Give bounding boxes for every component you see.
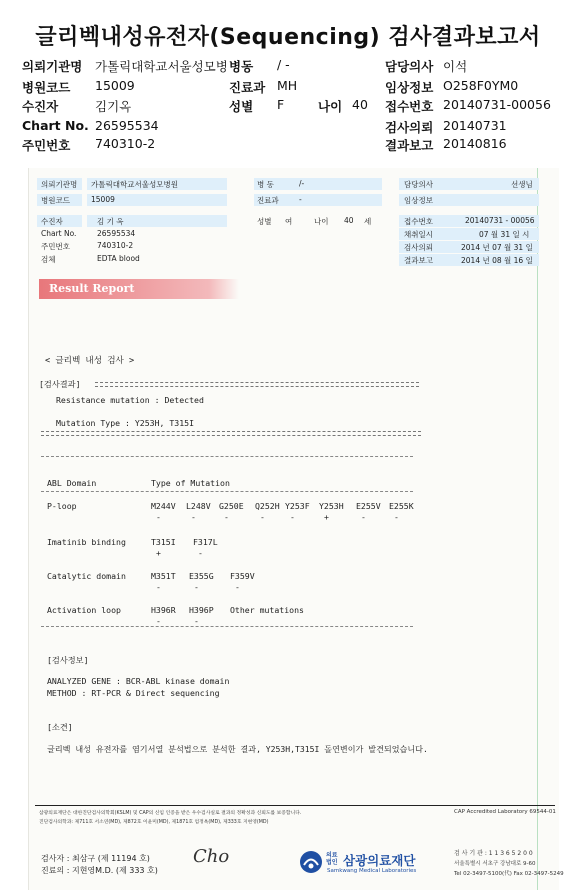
mutation-name: Other mutations: [230, 605, 304, 615]
resistance-line: Resistance mutation : Detected: [56, 395, 204, 405]
r-doctor-value: 선생님: [511, 180, 533, 189]
chart-no-label: Chart No.: [22, 118, 89, 133]
mutation-name: M351T: [151, 571, 176, 581]
hospital-code-label: 병원코드: [22, 80, 71, 95]
reviewer: 진료의 : 지현영M.D. (제 333 호): [41, 866, 158, 875]
divider: [41, 491, 413, 492]
logo-small-text: 의료 법인: [326, 852, 338, 866]
patient-value: 김기옥: [95, 99, 132, 114]
r-sex-label: 성별: [257, 217, 272, 226]
r-dept-value: -: [299, 195, 302, 204]
footer-doctors: 진단검사의학과: 제711호 서소연(MD), 제872호 이윤미(MD), 제1871호 엄정옥(MD), 제333호 지현영(MD): [39, 820, 269, 825]
mutation-name: M244V: [151, 501, 176, 511]
r-institution-value: 가톨릭대학교서울성모병원: [91, 180, 178, 189]
mutation-result: -: [191, 512, 196, 522]
mutation-name: E255V: [356, 501, 381, 511]
r-ward-value: /-: [299, 179, 305, 188]
r-patient-value: 김 기 옥: [97, 217, 124, 226]
mutation-result: -: [260, 512, 265, 522]
doctor-label: 담당의사: [385, 59, 434, 74]
divider: [41, 456, 413, 457]
domain-label: P-loop: [47, 501, 77, 511]
r-patient-label: 수진자: [41, 217, 63, 226]
age-value: 40: [352, 97, 368, 112]
r-receipt-no-label: 접수번호: [404, 217, 433, 226]
sex-label: 성별: [229, 99, 254, 114]
sex-value: F: [277, 97, 285, 112]
clinical-info-value: O258F0YM0: [443, 78, 519, 93]
mutation-result: +: [324, 512, 329, 522]
r-institution-label: 의뢰기관명: [41, 180, 78, 189]
mutation-result: -: [224, 512, 229, 522]
mutation-name: E255K: [389, 501, 414, 511]
r-receipt-no-value: 20140731 - 00056: [465, 216, 535, 225]
mutation-name: F317L: [193, 537, 218, 547]
mutation-name: L248V: [186, 501, 211, 511]
mutation-result: -: [394, 512, 399, 522]
mutation-result: -: [361, 512, 366, 522]
scanned-report: [28, 168, 564, 890]
info-section-label: [검사정보]: [47, 655, 89, 665]
hospital-code-value: 15009: [95, 78, 135, 93]
r-id-value: 740310-2: [97, 241, 134, 250]
r-result-label: 결과보고: [404, 256, 433, 265]
mutation-name: G250E: [219, 501, 244, 511]
domain-label: Imatinib binding: [47, 537, 126, 547]
mutation-result: -: [156, 582, 161, 592]
r-request-label: 검사의뢰: [404, 243, 433, 252]
signature: Cho: [193, 846, 230, 867]
double-rule: [41, 431, 421, 436]
report-date-value: 20140816: [443, 136, 507, 151]
ward-value: / -: [277, 57, 290, 72]
domain-label: Catalytic domain: [47, 571, 126, 581]
analyzed-gene: ANALYZED GENE : BCR-ABL kinase domain: [47, 676, 230, 686]
request-date-label: 검사의뢰: [385, 120, 434, 135]
foundation-name: 삼광의료재단: [343, 853, 416, 868]
mutation-name: H396P: [189, 605, 214, 615]
mutation-result: -: [194, 616, 199, 626]
r-clinical-info-label: 임상정보: [404, 196, 433, 205]
r-id-label: 주민번호: [41, 242, 70, 251]
footer-rule: [35, 805, 555, 806]
r-specimen-label: 검체: [41, 255, 56, 264]
divider: [41, 626, 413, 627]
result-report-title: Result Report: [49, 282, 135, 295]
r-sex-value: 여: [285, 217, 293, 226]
r-age-unit: 세: [364, 217, 372, 226]
institution-label: 의뢰기관명: [22, 59, 83, 74]
r-hospital-code-label: 병원코드: [41, 196, 70, 205]
mutation-name: F359V: [230, 571, 255, 581]
mutation-name: Y253H: [319, 501, 344, 511]
r-collect-value: 07 월 31 일 시: [479, 230, 530, 239]
ward-label: 병동: [229, 59, 254, 74]
mutation-result: -: [198, 548, 203, 558]
receipt-no-label: 접수번호: [385, 99, 434, 114]
r-doctor-label: 담당의사: [404, 180, 433, 189]
dept-label: 진료과: [229, 80, 266, 95]
mutation-result: +: [156, 548, 161, 558]
mutation-result: -: [156, 512, 161, 522]
result-section-label: [검사결과]: [39, 379, 81, 389]
mutation-name: E355G: [189, 571, 214, 581]
patient-label: 수진자: [22, 99, 59, 114]
report-date-label: 결과보고: [385, 138, 434, 153]
chart-no-value: 26595534: [95, 118, 159, 133]
col-type-header: Type of Mutation: [151, 478, 230, 488]
document-title: 글리벡내성유전자(Sequencing) 검사결과보고서: [35, 25, 541, 50]
method: METHOD : RT-PCR & Direct sequencing: [47, 688, 220, 698]
r-result-value: 2014 년 08 월 16 일: [461, 256, 533, 265]
lab-phone: Tel 02-3497-5100(代) Fax 02-3497-5249: [454, 871, 564, 877]
request-date-value: 20140731: [443, 118, 507, 133]
lab-address: 서울특별시 서초구 강남대로 9-60: [454, 861, 536, 867]
doctor-value: 이석: [443, 59, 468, 74]
id-label: 주민번호: [22, 138, 71, 153]
mutation-result: -: [156, 616, 161, 626]
scan-edge-line: [537, 168, 538, 890]
foundation-english: Samkwang Medical Laboratories: [327, 868, 417, 874]
col-domain-header: ABL Domain: [47, 478, 97, 488]
r-hospital-code-value: 15009: [91, 195, 115, 204]
section-heading: < 글리벡 내성 검사 >: [45, 356, 135, 366]
dept-value: MH: [277, 78, 298, 93]
r-chart-no-label: Chart No.: [41, 229, 77, 238]
opinion-text: 글리벡 내성 유전자를 염기서열 분석법으로 분석한 결과, Y253H,T315I 돌연변이가 발견되었습니다.: [47, 744, 428, 754]
r-age-value: 40: [344, 216, 354, 225]
mutation-name: T315I: [151, 537, 176, 547]
mutation-type-line: Mutation Type : Y253H, T315I: [56, 418, 195, 428]
r-chart-no-value: 26595534: [97, 229, 136, 238]
double-rule: [95, 382, 419, 387]
footer-certification: 삼광의료재단은 대한진단검사의학회(KSLM) 및 CAP의 신임 인증을 받은 우수검사실로 결과의 정확성과 신뢰도를 보증합니다.: [39, 811, 302, 816]
r-collect-label: 채취일시: [404, 230, 433, 239]
age-label: 나이: [318, 99, 343, 114]
foundation-logo-icon: [299, 850, 323, 874]
result-report-banner: [39, 279, 239, 299]
opinion-section-label: [소견]: [47, 722, 73, 732]
cap-accreditation: CAP Accredited Laboratory 69544-01: [454, 809, 556, 815]
mutation-result: -: [290, 512, 295, 522]
examiner: 검사자 : 최삼구 (제 11194 호): [41, 854, 150, 863]
institution-value: 가톨릭대학교서울성모병: [95, 59, 228, 74]
mutation-name: H396R: [151, 605, 176, 615]
r-ward-label: 병 동: [257, 180, 274, 189]
clinical-info-label: 임상정보: [385, 80, 434, 95]
mutation-name: Y253F: [285, 501, 310, 511]
domain-label: Activation loop: [47, 605, 121, 615]
mutation-name: Q252H: [255, 501, 280, 511]
mutation-result: -: [235, 582, 240, 592]
receipt-no-value: 20140731-00056: [443, 97, 551, 112]
id-value: 740310-2: [95, 136, 156, 151]
r-specimen-value: EDTA blood: [97, 254, 140, 263]
r-dept-label: 진료과: [257, 196, 279, 205]
lab-code: 검 사 기 관 : 1 1 3 6 5 2 0 0: [454, 850, 533, 857]
r-request-value: 2014 년 07 월 31 일: [461, 243, 533, 252]
mutation-result: -: [194, 582, 199, 592]
r-age-label: 나이: [314, 217, 329, 226]
